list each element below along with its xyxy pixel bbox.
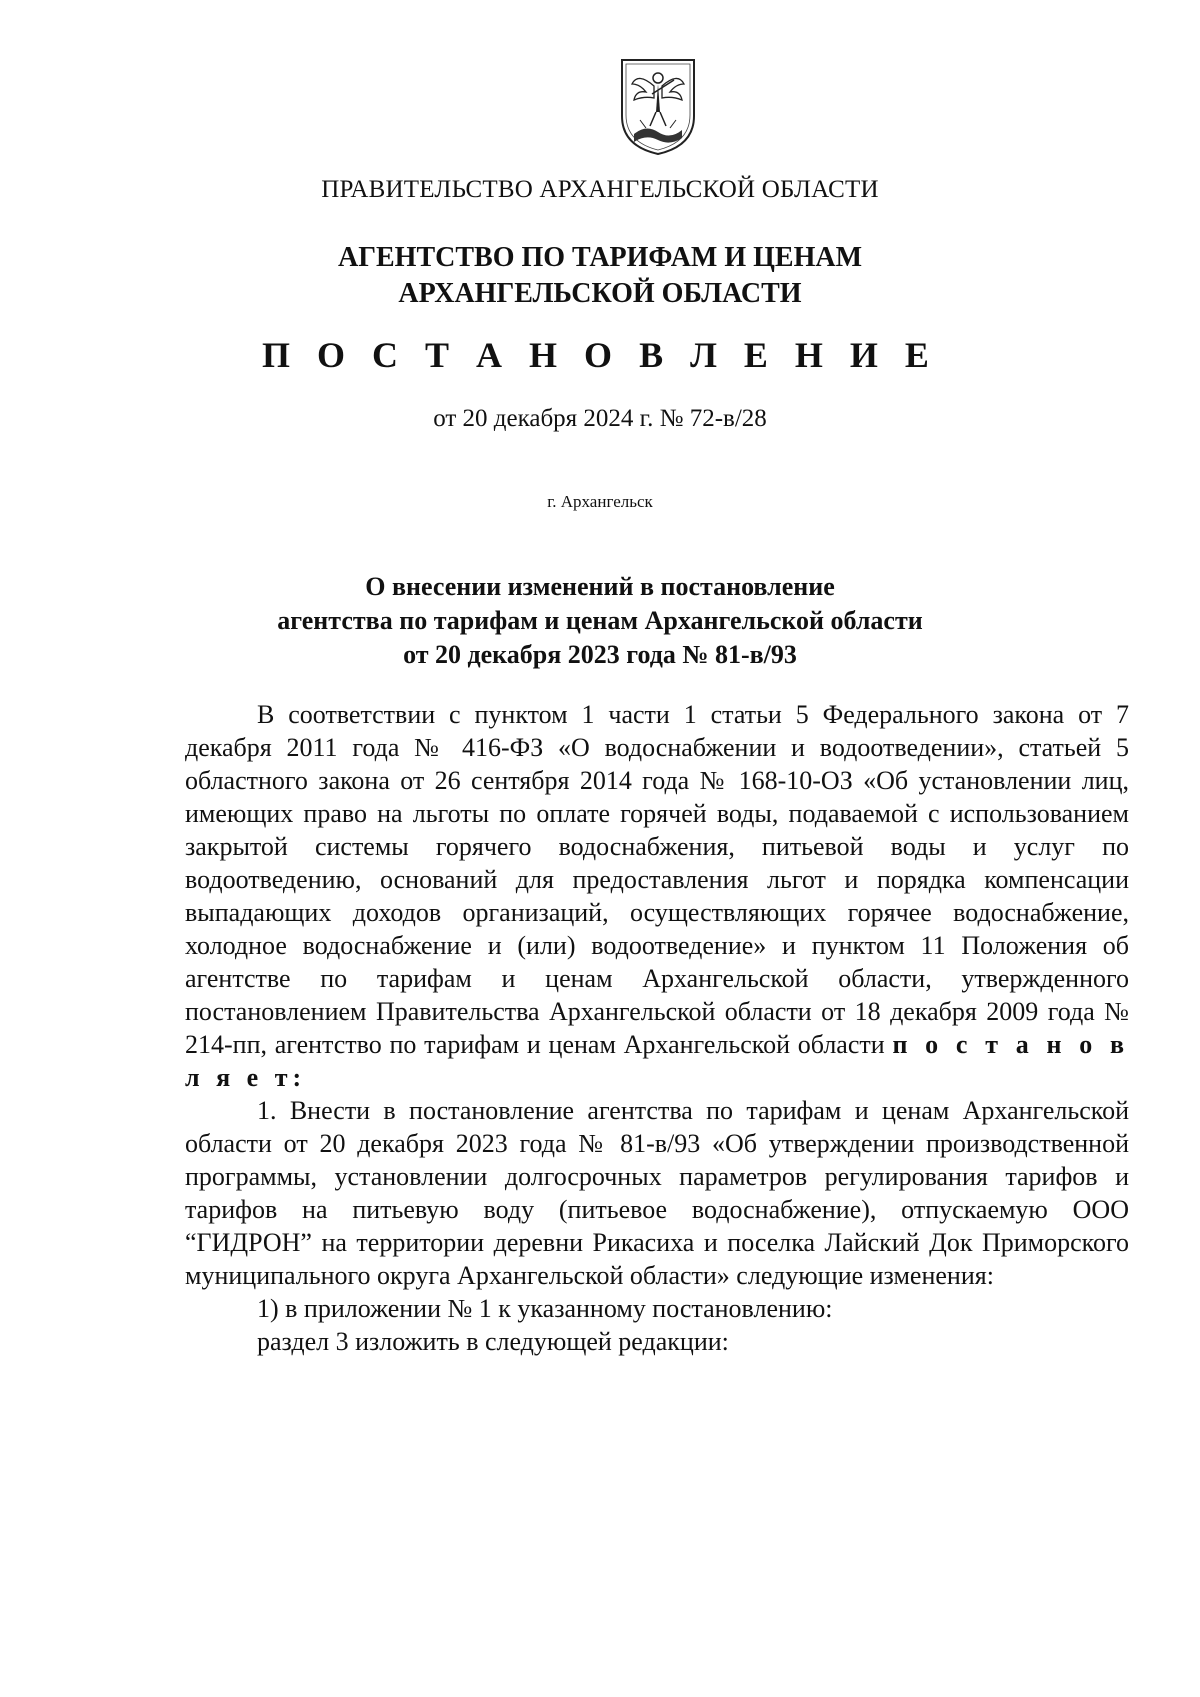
document-body xyxy=(185,698,1129,1358)
subclause-1-paragraph: 1) в приложении № 1 к указанному постановлению: xyxy=(257,1294,833,1323)
document-type-title: П О С Т А Н О В Л Е Н И Е xyxy=(262,335,938,375)
subject-line-2: агентства по тарифам и ценам Архангельской области xyxy=(277,606,923,635)
preamble-text: В соответствии с пунктом 1 части 1 статьи 5 Федерального закона от 7 декабря 2011 года № 416-ФЗ «О водоснабжении и водоотведении», статьей 5 областного закона от 26 сентября 2014 года № 168-10-ОЗ «Об установлении лиц, имеющих право на льготы по оплате горячей воды, подаваемой с использованием закрытой системы горячего водоснабжения, питьевой воды и услуг по водоотведению, оснований для предоставления льгот и порядка компенсации выпадающих доходов организаций, осуществляющих горячее водоснабжение, холодное водоснабжение и (или) водоотведение» и пунктом 11 Положения об агентстве по тарифам и ценам Архангельской области, утвержденного постановлением Правительства Архангельской области от 18 декабря 2009 года № 214-пп, агентство по тарифам и ценам Архангельской области xyxy=(185,700,1129,1059)
agency-name-line-2: АРХАНГЕЛЬСКОЙ ОБЛАСТИ xyxy=(398,278,802,309)
resolves-keyword: п о с т а н о в л я е т: xyxy=(185,1030,1130,1092)
preamble-paragraph xyxy=(185,698,1129,1094)
document-date-number: от 20 декабря 2024 г. № 72-в/28 xyxy=(433,405,767,432)
section-3-paragraph: раздел 3 изложить в следующей редакции: xyxy=(257,1327,729,1356)
arkhangelsk-coat-of-arms-icon xyxy=(616,54,700,158)
agency-name xyxy=(0,240,1200,312)
subject-line-3: от 20 декабря 2023 года № 81-в/93 xyxy=(403,640,797,669)
document-city: г. Архангельск xyxy=(547,492,653,511)
clause-1-paragraph: 1. Внести в постановление агентства по тарифам и ценам Архангельской области от 20 декабря 2023 года № 81-в/93 «Об утверждении производственной программы, установлении долгосрочных параметров регулирования тарифов и тарифов на питьевую воду (питьевое водоснабжение), отпускаемую ООО “ГИДРОН” на территории деревни Рикасиха и поселка Лайский Док Приморского муниципального округа Архангельской области» следующие изменения: xyxy=(185,1096,1129,1290)
government-name: ПРАВИТЕЛЬСТВО АРХАНГЕЛЬСКОЙ ОБЛАСТИ xyxy=(321,176,879,203)
subject-line-1: О внесении изменений в постановление xyxy=(365,572,835,601)
agency-name-line-1: АГЕНТСТВО ПО ТАРИФАМ И ЦЕНАМ xyxy=(337,242,863,273)
document-subject xyxy=(0,570,1200,672)
